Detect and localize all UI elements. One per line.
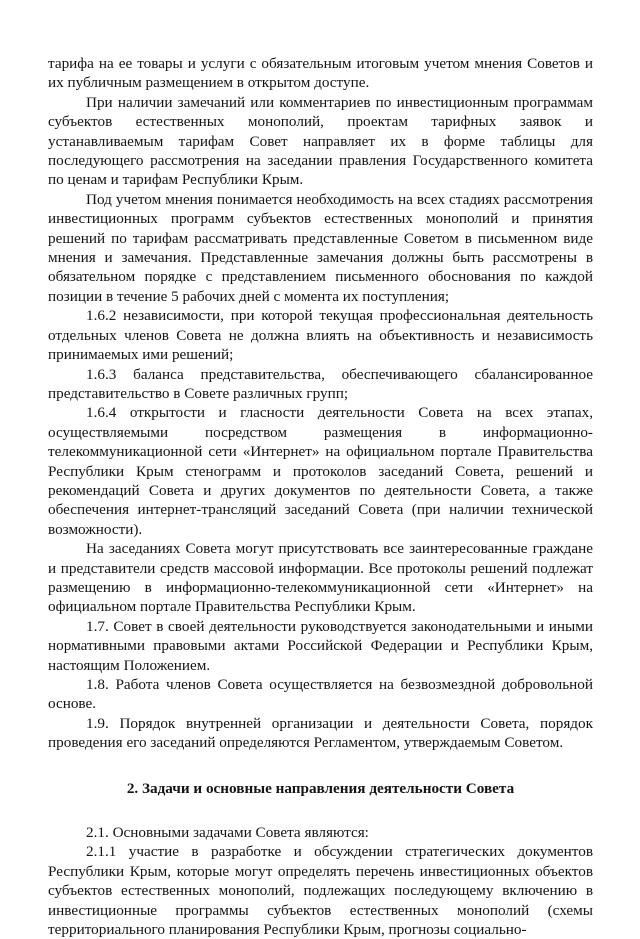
paragraph-remarks-comments: При наличии замечаний или комментариев по инвестиционным программам субъектов естественных монополий, проектам тарифных заявок и устанавливаемым тарифам Совет направляет их в форме таблицы для последующего рассмотрения на заседании правления Государственного комитета по ценам и тарифам Республики Крым.: [48, 93, 593, 189]
paragraph-consideration-of-opinion: Под учетом мнения понимается необходимость на всех стадиях рассмотрения инвестиционных программ субъектов естественных монополий и принятия решений по тарифам рассматривать представленные Советом в письменном виде мнения и замечания. Представленные замечания должны быть рассмотрены в обязательном порядке с представлением письменного обоснования по каждой позиции в течение 5 рабочих дней с момента их поступления;: [48, 190, 593, 305]
paragraph-1-7: 1.7. Совет в своей деятельности руководствуется законодательными и иными нормативными правовыми актами Российской Федерации и Республики Крым, настоящим Положением.: [48, 617, 593, 674]
paragraph-2-1-1: 2.1.1 участие в разработке и обсуждении стратегических документов Республики Крым, которые могут определять перечень инвестиционных объектов субъектов естественных монополий, подлежащих последующему включению в инвестиционные программы субъектов естественных монополий (схемы территориального планирования Республики Крым, прогнозы социально-: [48, 843, 593, 939]
paragraph-meetings-attendance: На заседаниях Совета могут присутствовать все заинтересованные граждане и представители средств массовой информации. Все протоколы решений подлежат размещению в информационно-телекоммуникационной сети «Интернет» на официальном портале Правительства Республики Крым.: [48, 540, 593, 616]
section-heading: 2. Задачи и основные направления деятельности Совета: [126, 779, 515, 797]
paragraph-tariff-continuation: тарифа на ее товары и услуги с обязательным итоговым учетом мнения Советов и их публичным размещением в открытом доступе.: [48, 55, 593, 92]
paragraph-1-6-2: 1.6.2 независимости, при которой текущая профессиональная деятельность отдельных членов Совета не должна влиять на объективность и независимость принимаемых ими решений;: [48, 307, 593, 364]
scan-speck: [596, 330, 597, 331]
paragraph-1-9: 1.9. Порядок внутренней организации и деятельности Совета, порядок проведения его заседаний определяются Регламентом, утверждаемым Советом.: [48, 714, 593, 752]
paragraph-2-1: 2.1. Основными задачами Совета являются:: [86, 824, 369, 842]
paragraph-1-8: 1.8. Работа членов Совета осуществляется на безвозмездной добровольной основе.: [48, 676, 593, 713]
paragraph-1-6-3: 1.6.3 баланса представительства, обеспечивающего сбалансированное представительство в Совете различных групп;: [48, 365, 593, 402]
document-page: [48, 54, 593, 939]
paragraph-1-6-4: 1.6.4 открытости и гласности деятельности Совета на всех этапах, осуществляемыми посредством размещения в информационно-телекоммуникационной сети «Интернет» на официальном портале Правительства Республики Крым стенограмм и протоколов заседаний Совета, решений и рекомендаций Совета и других документов по деятельности Совета, а также обеспечения интернет-трансляций заседаний Совета (при наличии технической возможности).: [48, 404, 593, 538]
